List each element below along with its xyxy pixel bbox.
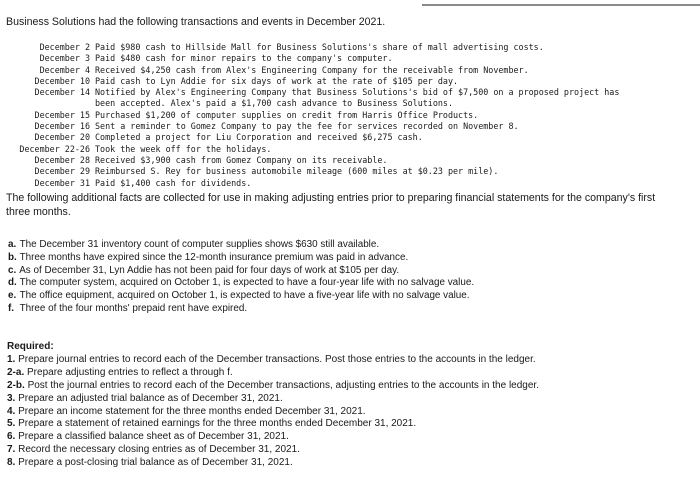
- transaction-description: Sent a reminder to Gomez Company to pay the fee for services recorded on November 8.: [95, 121, 519, 132]
- required-number: 6.: [7, 431, 16, 443]
- transaction-date: December 31: [34, 177, 90, 188]
- required-item: [7, 367, 539, 380]
- fact-text: The office equipment, acquired on October 1, is expected to have a five-year life with no salvage value.: [19, 290, 470, 302]
- fact-item: [8, 239, 474, 252]
- fact-text: Three months have expired since the 12-month insurance premium was paid in advance.: [19, 251, 409, 263]
- required-item: [7, 431, 539, 444]
- fact-item: [8, 265, 474, 278]
- fact-item: [8, 252, 474, 265]
- required-list: [7, 354, 539, 470]
- transaction-row-continued: [8, 98, 619, 109]
- transaction-row: [8, 132, 619, 143]
- transaction-row: [8, 155, 619, 166]
- transaction-date: December 20: [34, 132, 90, 143]
- required-item: [7, 444, 539, 457]
- transaction-description: Paid $1,400 cash for dividends.: [95, 177, 252, 188]
- transaction-date: December 2: [39, 42, 90, 52]
- transaction-description: Received $3,900 cash from Gomez Company on its receivable.: [95, 154, 388, 165]
- transaction-row: [8, 76, 619, 87]
- required-number: 5.: [7, 418, 16, 430]
- fact-text: Three of the four months' prepaid rent have expired.: [19, 302, 248, 314]
- transaction-description: been accepted. Alex's paid a $1,700 cash advance to Business Solutions.: [95, 98, 453, 109]
- transaction-row: [8, 53, 619, 64]
- transaction-row: [8, 166, 619, 177]
- required-text: Prepare an adjusted trial balance as of December 31, 2021.: [18, 392, 283, 404]
- adjusting-intro-text: The following additional facts are collected for use in making adjusting entries prior to preparing financial statements for the company's first three months.: [6, 192, 656, 218]
- transaction-description: Took the week off for the holidays.: [95, 143, 272, 154]
- required-number: 2-b.: [7, 379, 25, 391]
- transactions-list: [8, 42, 619, 189]
- intro-text: Business Solutions had the following transactions and events in December 2021.: [6, 16, 386, 28]
- transaction-description: Notified by Alex's Engineering Company that Business Solutions's bid of $7,500 on a proposed project has: [95, 87, 620, 98]
- transaction-date: December 15: [34, 109, 90, 120]
- required-text: Prepare an income statement for the three months ended December 31, 2021.: [18, 405, 366, 417]
- required-text: Prepare journal entries to record each of the December transactions. Post those entries to the accounts in the ledger.: [18, 353, 536, 365]
- transaction-row: [8, 42, 619, 53]
- fact-item: [8, 277, 474, 290]
- transaction-row: [8, 178, 619, 189]
- required-item: [7, 406, 539, 419]
- transaction-description: Paid $480 cash for minor repairs to the company's computer.: [95, 53, 393, 64]
- transaction-row: [8, 87, 619, 98]
- transaction-description: Received $4,250 cash from Alex's Engineering Company for the receivable from November.: [95, 64, 529, 75]
- fact-letter: f.: [8, 302, 15, 314]
- transaction-date: December 14: [34, 87, 90, 98]
- required-text: Prepare a post-closing trial balance as of December 31, 2021.: [18, 457, 293, 469]
- fact-letter: e.: [8, 290, 17, 302]
- fact-text: The computer system, acquired on October 1, is expected to have a four-year life with no salvage value.: [19, 277, 475, 289]
- transaction-row: [8, 144, 619, 155]
- fact-text: The December 31 inventory count of computer supplies shows $630 still available.: [19, 239, 380, 250]
- transaction-description: Completed a project for Liu Corporation and received $6,275 cash.: [95, 132, 423, 143]
- required-number: 4.: [7, 405, 16, 417]
- required-item: [7, 457, 539, 470]
- transaction-date: December 4: [39, 64, 90, 75]
- adjusting-facts-list: [8, 239, 474, 316]
- required-text: Record the necessary closing entries as of December 31, 2021.: [18, 444, 300, 456]
- transaction-row: [8, 65, 619, 76]
- fact-text: As of December 31, Lyn Addie has not been paid for four days of work at $105 per day.: [19, 264, 400, 276]
- required-text: Prepare a classified balance sheet as of December 31, 2021.: [18, 431, 289, 443]
- transaction-date: December 29: [34, 166, 90, 177]
- transaction-description: Paid $980 cash to Hillside Mall for Business Solutions's share of mall advertising costs.: [95, 42, 544, 52]
- required-number: 3.: [7, 392, 16, 404]
- fact-letter: c.: [8, 264, 17, 276]
- required-section: [7, 341, 539, 470]
- transaction-description: Reimbursed S. Rey for business automobile mileage (600 miles at $0.23 per mile).: [95, 166, 499, 177]
- required-item: [7, 393, 539, 406]
- transaction-date: December 10: [34, 75, 90, 86]
- top-divider: [422, 4, 700, 6]
- fact-item: [8, 290, 474, 303]
- transaction-date: December 28: [34, 154, 90, 165]
- transaction-row: [8, 110, 619, 121]
- transaction-date: [8, 98, 90, 109]
- fact-letter: b.: [8, 251, 17, 263]
- required-number: 1.: [7, 353, 16, 365]
- required-text: Prepare a statement of retained earnings for the three months ended December 31, 2021.: [18, 418, 417, 430]
- required-heading: Required:: [7, 341, 54, 352]
- transaction-description: Paid cash to Lyn Addie for six days of work at the rate of $105 per day.: [95, 75, 459, 86]
- transaction-date: December 3: [39, 53, 90, 64]
- fact-item: [8, 303, 474, 316]
- required-item: [7, 380, 539, 393]
- required-text: Post the journal entries to record each of the December transactions, adjusting entries to the accounts in the ledger.: [27, 379, 539, 391]
- required-item: [7, 418, 539, 431]
- required-text: Prepare adjusting entries to reflect a through f.: [27, 366, 233, 378]
- transaction-date: December 16: [34, 121, 90, 132]
- transaction-description: Purchased $1,200 of computer supplies on credit from Harris Office Products.: [95, 109, 479, 120]
- required-number: 2-a.: [7, 366, 25, 378]
- required-number: 7.: [7, 444, 16, 456]
- required-number: 8.: [7, 457, 16, 469]
- required-item: [7, 354, 539, 367]
- fact-letter: d.: [8, 277, 17, 289]
- transaction-date: December 22-26: [19, 143, 90, 154]
- fact-letter: a.: [8, 239, 17, 250]
- transaction-row: [8, 121, 619, 132]
